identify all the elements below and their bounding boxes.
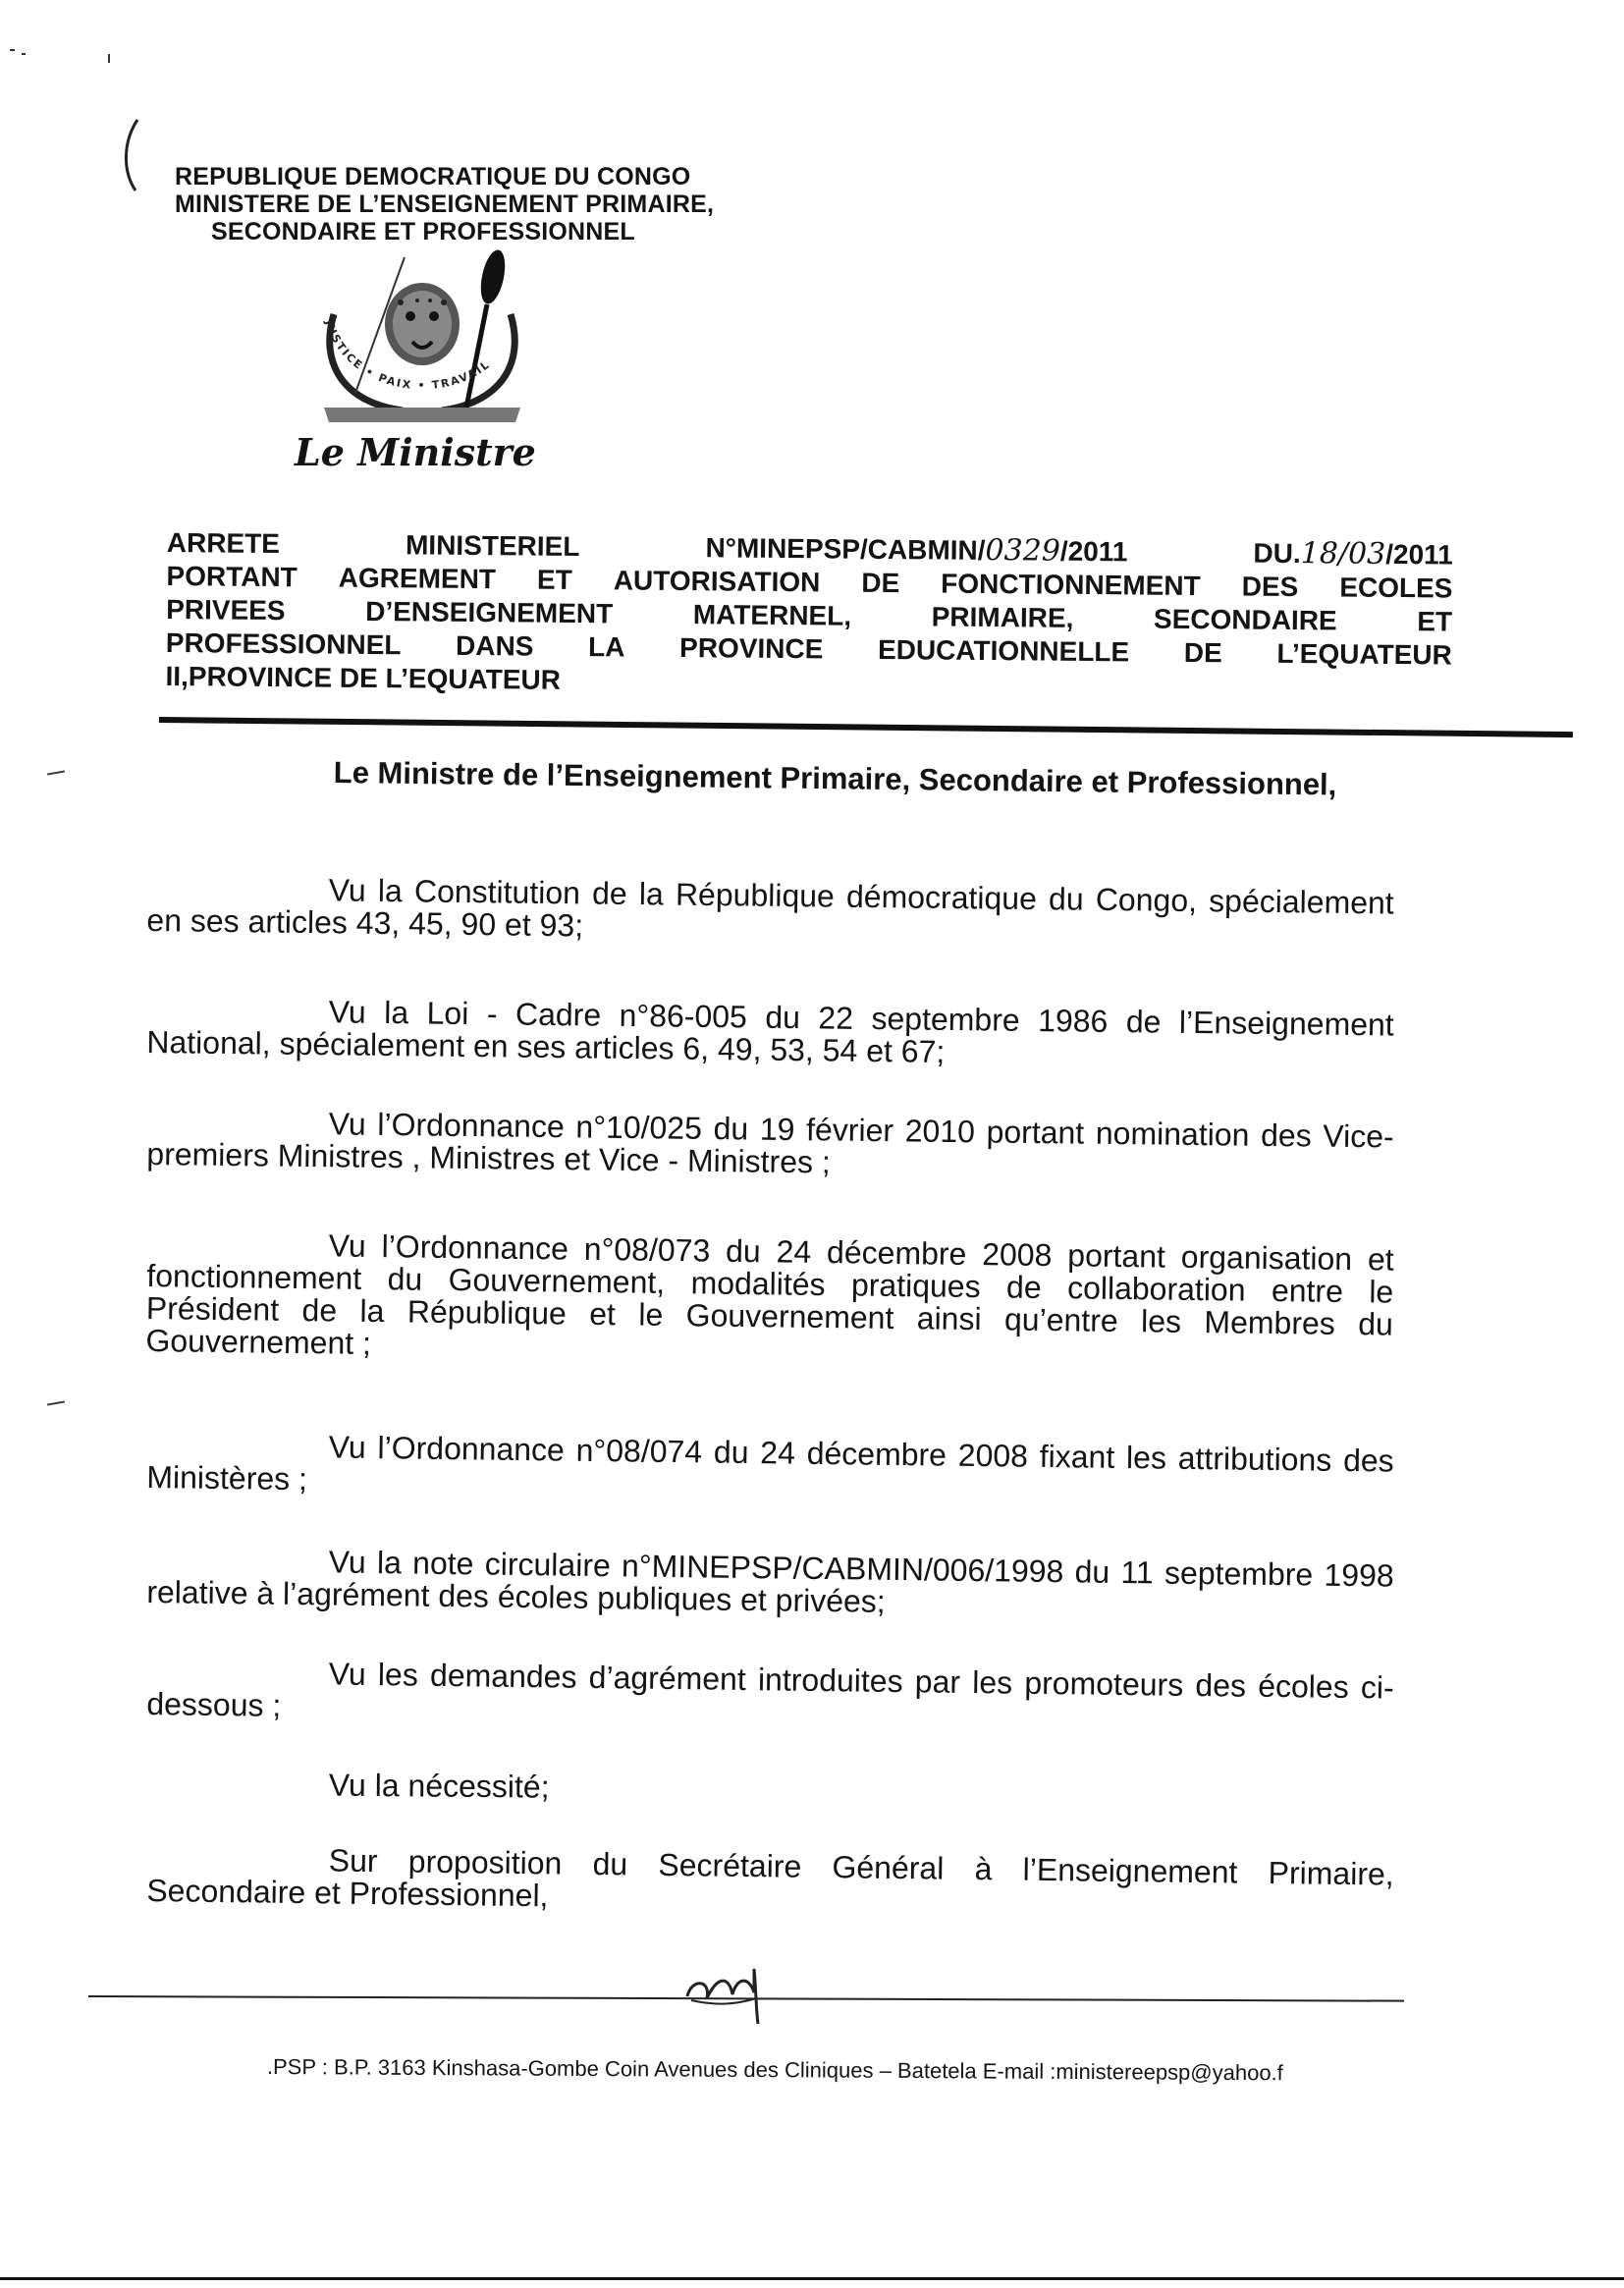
handwritten-decree-number: 0329 bbox=[985, 533, 1061, 569]
scan-speck bbox=[47, 1400, 65, 1405]
scan-speck bbox=[22, 53, 26, 55]
scan-speck bbox=[10, 49, 15, 51]
decree-title-line: PORTANT AGREMENT ET AUTORISATION DE FONCTIONNEMENT DES ECOLES bbox=[166, 560, 1453, 604]
ministry-name-cont: SECONDAIRE ET PROFESSIONNEL bbox=[211, 218, 635, 245]
handwritten-decree-date: 18/03 bbox=[1300, 536, 1386, 572]
preamble-paragraph: Vu la note circulaire n°MINEPSP/CABMIN/006/1998 du 11 septembre 1998 relative à l’agrément des écoles publiques et privées; bbox=[146, 1544, 1394, 1619]
footer-address: .PSP : B.P. 3163 Kinshasa-Gombe Coin Avenues des Cliniques – Batetela E-mail :ministereepsp@yahoo.f bbox=[266, 2054, 1283, 2086]
scan-speck bbox=[108, 54, 110, 63]
country-name: REPUBLIQUE DEMOCRATIQUE DU CONGO bbox=[175, 163, 691, 191]
seal-motto: JUSTICE • PAIX • TRAVAIL bbox=[322, 318, 493, 393]
decree-title-line: ARRETE MINISTERIEL N°MINEPSP/CABMIN/0329/2011 DU.18/03/2011 bbox=[166, 526, 1453, 572]
preamble-paragraph: Vu l’Ordonnance n°08/074 du 24 décembre 2008 fixant les attributions des Ministères ; bbox=[146, 1429, 1394, 1498]
minister-signature-title: Le Ministre bbox=[295, 430, 536, 474]
decree-title-line: II,PROVINCE DE L’EQUATEUR bbox=[165, 660, 562, 695]
page-edge-line bbox=[0, 2277, 1624, 2280]
coat-of-arms-emblem bbox=[295, 245, 550, 432]
scan-speck bbox=[47, 770, 65, 775]
decree-title-line: PRIVEES D’ENSEIGNEMENT MATERNEL, PRIMAIRE, SECONDAIRE ET bbox=[166, 593, 1453, 637]
handwritten-bracket bbox=[116, 116, 145, 194]
preamble-paragraph: Vu la nécessité; bbox=[328, 1767, 550, 1805]
minister-intro: Le Ministre de l’Enseignement Primaire, Secondaire et Professionnel, bbox=[333, 754, 1337, 802]
preamble-paragraph: Sur proposition du Secrétaire Général à l’Enseignement Primaire, Secondaire et Professionnel, bbox=[146, 1842, 1394, 1914]
decree-title-line: PROFESSIONNEL DANS LA PROVINCE EDUCATIONNELLE DE L’EQUATEUR bbox=[165, 626, 1452, 671]
preamble-paragraph: Vu l’Ordonnance n°08/073 du 24 décembre 2008 portant organisation et fonctionnement du Gouvernement, modalités pratiques de collaboration entre le Président de la République et le Gouvernement ainsi qu’entre les Membres du Gouvernement ; bbox=[145, 1227, 1394, 1361]
preamble-paragraph: Vu la Loi - Cadre n°86-005 du 22 septembre 1986 de l’Enseignement National, spécialement en ses articles 6, 49, 53, 54 et 67; bbox=[146, 994, 1394, 1069]
preamble-paragraph: Vu les demandes d’agrément introduites par les promoteurs des écoles ci-dessous ; bbox=[146, 1656, 1394, 1723]
preamble-paragraph: Vu la Constitution de la République démocratique du Congo, spécialement en ses articles 43, 45, 90 et 93; bbox=[146, 872, 1394, 944]
ministry-name: MINISTERE DE L’ENSEIGNEMENT PRIMAIRE, bbox=[175, 191, 715, 218]
decree-title bbox=[165, 526, 1453, 706]
preamble-paragraph: Vu l’Ordonnance n°10/025 du 19 février 2010 portant nomination des Vice-premiers Ministres , Ministres et Vice - Ministres ; bbox=[146, 1106, 1394, 1180]
title-divider bbox=[159, 717, 1573, 737]
handwritten-initials bbox=[677, 1949, 805, 2028]
